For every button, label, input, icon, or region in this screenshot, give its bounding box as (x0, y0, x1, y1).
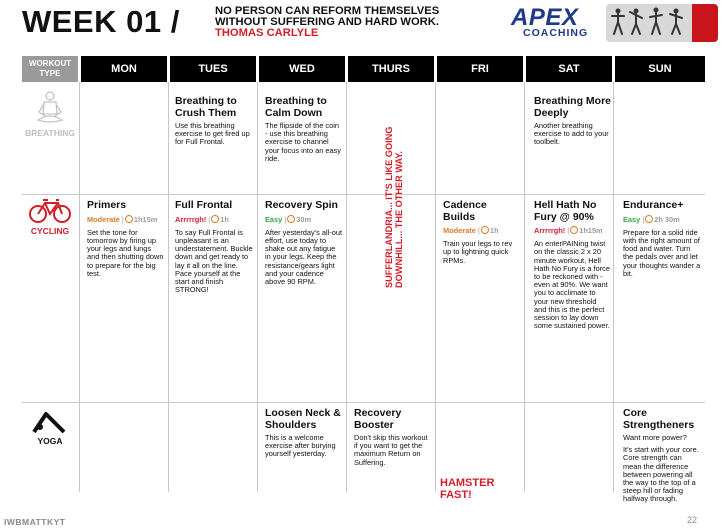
workout-type-header: WORKOUT TYPE (22, 56, 78, 82)
workout-description: Use this breathing exercise to get fired up for Full Frontal. (175, 121, 250, 147)
timer-icon (125, 215, 133, 223)
timer-icon (481, 226, 489, 234)
yoga-pose-icon (30, 410, 70, 434)
grid-line (346, 82, 347, 492)
timer-icon (570, 226, 578, 234)
intensity-label: Arrrrrgh! (534, 226, 566, 235)
cycling-sun-cell (623, 200, 701, 278)
duration-label: 1h (220, 214, 229, 224)
page-title: WEEK 01 / (22, 4, 180, 39)
row-label-cycling (22, 198, 78, 236)
page-number: 22 (687, 515, 698, 525)
intensity-label: Easy (265, 214, 283, 224)
breathing-wed-cell (265, 96, 343, 163)
timer-icon (287, 215, 295, 223)
workout-title: Breathing to Calm Down (265, 95, 327, 119)
breathing-sat-cell (534, 96, 612, 147)
cycling-sat-cell (534, 200, 610, 330)
workout-title: Hell Hath No Fury @ 90% (534, 199, 597, 223)
workout-description: Train your legs to rev up to lightning quick RPMs. (443, 239, 513, 265)
workout-title: Primers (87, 199, 127, 211)
yoga-thurs-cell (354, 408, 432, 467)
grid-line (613, 82, 614, 492)
intensity-label: Moderate (443, 226, 476, 235)
cycling-fri-cell (443, 200, 521, 265)
bicycle-icon (28, 198, 72, 224)
workout-description: The flipside of the coin - use this breathing exercise to channel your focus into an easy ride. (265, 121, 342, 163)
grid-line (22, 402, 705, 403)
workout-meta: Moderate | 1h (443, 226, 499, 235)
badge-red-panel (692, 4, 718, 42)
team-badge-image (606, 4, 718, 42)
workout-description: It's start with your core. Core strength can mean the difference between powering all the way to the top of a steep hill or fading halfway through. (623, 445, 699, 504)
quote (215, 6, 505, 39)
quote-author: THOMAS CARLYLE (215, 27, 319, 39)
rider-silhouettes-icon (606, 4, 692, 42)
intensity-label: Arrrrrgh! (175, 214, 207, 224)
workout-title: Recovery Spin (265, 199, 338, 211)
hamster-fast-callout: HAMSTER FAST! (440, 477, 495, 501)
meditation-icon (35, 90, 65, 126)
intensity-label: Easy (623, 214, 641, 224)
timer-icon (211, 215, 219, 223)
intensity-label: Moderate (87, 214, 120, 224)
workout-description: To say Full Frontal is unpleasant is an understatement. Buckle down and get ready to lay it all on the line. Pace yourself at the start and finish STRONG! (175, 227, 253, 295)
workout-title: Loosen Neck & Shoulders (265, 407, 341, 431)
duration-label: 1h15m (579, 226, 603, 235)
workout-description: An enterPAINing twist on the classic 2 x 20 minute workout, Hell Hath No Fury is a force to be reckoned with - even at 90%. We want you to acclimate to your new threshold and this is the perfect session to lay down some sustained power. (534, 239, 610, 331)
grid-line (435, 82, 436, 492)
grid-line (257, 82, 258, 492)
workout-description: Don't skip this workout if you want to get the maximum Return on Suffering. (354, 433, 428, 467)
workout-title: Breathing More Deeply (534, 95, 612, 119)
apex-logo-subtext: COACHING (523, 27, 589, 39)
day-header-sun: SUN (615, 56, 705, 82)
footer-brand: IWBMATTKYT (4, 517, 66, 527)
breathing-tues-cell (175, 96, 253, 147)
duration-label: 2h 30m (654, 214, 680, 224)
workout-title: Breathing to Crush Them (175, 95, 237, 119)
workout-title: Endurance+ (623, 199, 684, 211)
grid-line (168, 82, 169, 492)
thurs-sufferlandria-callout: SUFFERLANDRIA... IT'S LIKE GOING DOWNHILL... THE OTHER WAY. (384, 126, 404, 288)
workout-meta: Arrrrrgh! | 1h15m (534, 226, 603, 235)
day-header-wed: WED (259, 56, 345, 82)
cycling-mon-cell (87, 200, 165, 278)
day-header-thurs: THURS (348, 56, 434, 82)
row-label-breathing (22, 90, 78, 138)
quote-line-1: NO PERSON CAN REFORM THEMSELVES (215, 5, 440, 17)
workout-meta: Easy | 30m (265, 214, 312, 224)
grid-line (22, 194, 705, 195)
workout-description: Another breathing exercise to add to your toolbelt. (534, 121, 609, 147)
grid-line (524, 82, 525, 492)
row-label-yoga-text: YOGA (37, 436, 63, 446)
weekly-schedule-table (22, 56, 705, 504)
yoga-wed-cell (265, 408, 343, 459)
row-label-cycling-text: CYCLING (30, 226, 70, 236)
workout-meta: Arrrrrgh! | 1h (175, 214, 229, 224)
workout-title: Full Frontal (175, 199, 233, 211)
workout-description: Set the tone for tomorrow by firing up your legs and lungs and then shutting down to prepare for the big test. (87, 227, 164, 278)
row-label-yoga (22, 410, 78, 446)
day-header-fri: FRI (437, 56, 523, 82)
workout-description: This is a welcome exercise after burying yourself yesterday. (265, 433, 336, 459)
day-header-mon: MON (81, 56, 167, 82)
day-header-tues: TUES (170, 56, 256, 82)
workout-description: Prepare for a solid ride with the right amount of food and water. Turn the pedals over and let your thoughts wander a bit. (623, 227, 701, 278)
yoga-sun-cell (623, 408, 701, 504)
workout-question: Want more power? (623, 433, 687, 442)
cycling-wed-cell (265, 200, 343, 286)
grid-line (79, 82, 80, 492)
workout-description: After yesterday's all-out effort, use today to shake out any fatigue in your legs. Keep the resistance/gears light and your cadence above 90 RPM. (265, 227, 342, 286)
workout-meta: Easy | 2h 30m (623, 214, 680, 224)
quote-line-2: WITHOUT SUFFERING AND HARD WORK. (215, 16, 439, 28)
duration-label: 30m (296, 214, 312, 224)
workout-meta: Moderate | 1h15m (87, 214, 158, 224)
day-header-sat: SAT (526, 56, 612, 82)
workout-title: Core Strengtheners (623, 407, 695, 431)
duration-label: 1h15m (133, 214, 158, 224)
apex-logo (511, 4, 599, 39)
cycling-tues-cell (175, 200, 253, 294)
apex-logo-text: APEX (511, 4, 579, 31)
timer-icon (645, 215, 653, 223)
workout-title: Cadence Builds (443, 199, 487, 223)
workout-title: Recovery Booster (354, 407, 402, 431)
duration-label: 1h (489, 226, 499, 235)
row-label-breathing-text: BREATHING (25, 128, 75, 138)
